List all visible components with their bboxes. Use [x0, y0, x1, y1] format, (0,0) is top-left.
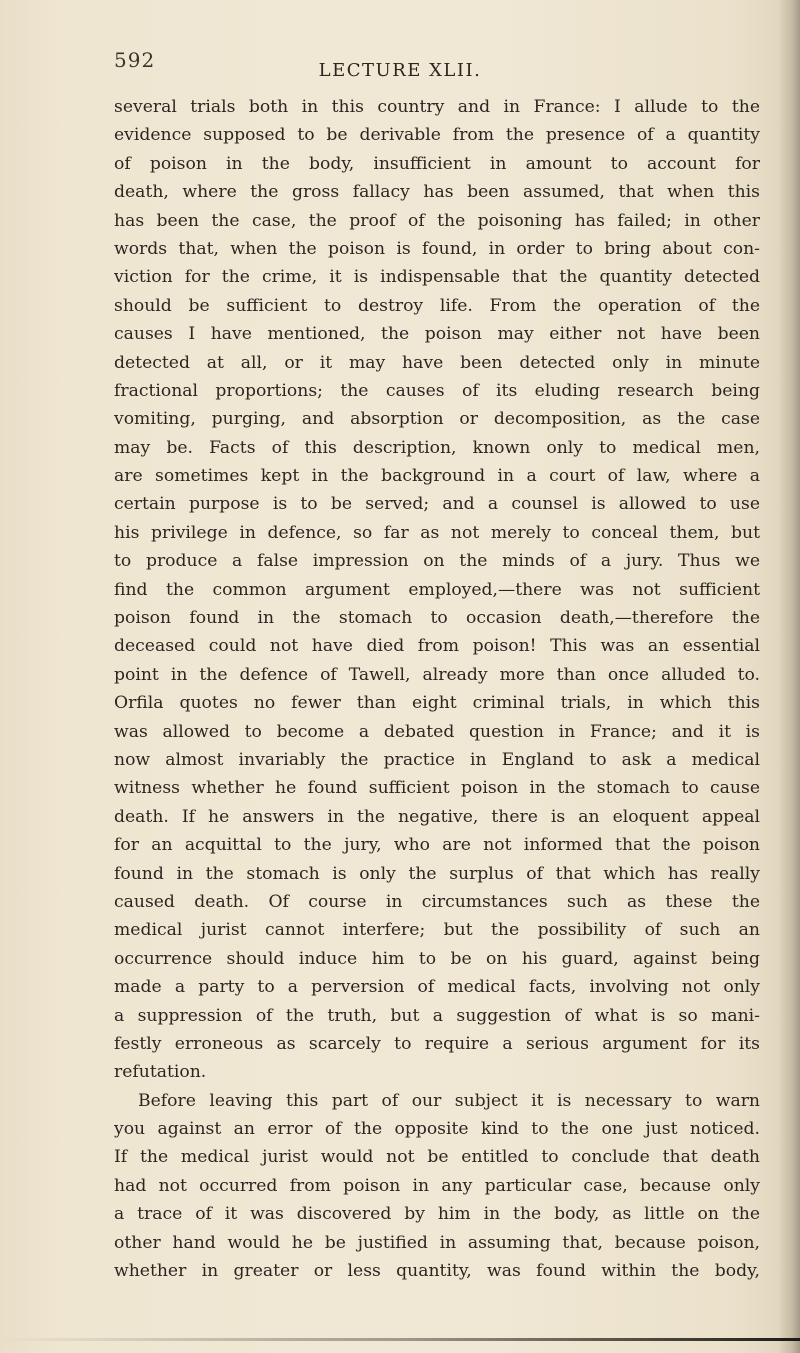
text-line: fractional proportions; the causes of its eluding research being: [114, 380, 760, 401]
page-number: 592: [114, 48, 156, 72]
text-line: certain purpose is to be served; and a counsel is allowed to use: [114, 494, 760, 515]
text-line: of poison in the body, insufficient in amount to account for: [114, 153, 760, 174]
text-line: whether in greater or less quantity, was found within the body,: [114, 1261, 760, 1282]
text-line: viction for the crime, it is indispensable that the quantity detected: [114, 267, 760, 288]
text-line: caused death. Of course in circumstances such as these the: [114, 891, 760, 912]
bottom-rule: [0, 1338, 800, 1341]
text-line: a suppression of the truth, but a suggestion of what is so mani-: [114, 1005, 760, 1026]
text-line: found in the stomach is only the surplus of that which has really: [114, 863, 760, 884]
text-line: words that, when the poison is found, in order to bring about con-: [114, 238, 760, 259]
text-line: vomiting, purging, and absorption or decomposition, as the case: [114, 409, 760, 430]
text-line: for an acquittal to the jury, who are not informed that the poison: [114, 835, 760, 856]
text-line: point in the defence of Tawell, already more than once alluded to.: [114, 664, 760, 685]
text-line: are sometimes kept in the background in a court of law, where a: [114, 466, 760, 487]
text-line: refutation.: [114, 1062, 207, 1083]
text-line: medical jurist cannot interfere; but the possibility of such an: [114, 920, 760, 941]
text-line: was allowed to become a debated question in France; and it is: [114, 721, 760, 742]
text-line: find the common argument employed,—there was not sufficient: [114, 579, 760, 600]
text-line: occurrence should induce him to be on his guard, against being: [114, 948, 760, 969]
text-line: festly erroneous as scarcely to require a serious argument for its: [114, 1033, 760, 1054]
text-line: death, where the gross fallacy has been assumed, that when this: [114, 182, 760, 203]
text-line: may be. Facts of this description, known only to medical men,: [114, 437, 760, 458]
text-line: has been the case, the proof of the poisoning has failed; in other: [114, 210, 760, 231]
body-text: [114, 93, 760, 1285]
text-line: made a party to a perversion of medical facts, involving not only: [114, 977, 760, 998]
text-line: causes I have mentioned, the poison may either not have been: [114, 324, 760, 345]
text-line: death. If he answers in the negative, there is an eloquent appeal: [114, 806, 760, 827]
text-line: deceased could not have died from poison! This was an essential: [114, 636, 760, 657]
running-head: LECTURE XLII.: [318, 60, 482, 81]
text-line: his privilege in defence, so far as not merely to conceal them, but: [114, 522, 760, 543]
text-line: If the medical jurist would not be entitled to conclude that death: [114, 1147, 760, 1168]
text-line: Orfila quotes no fewer than eight criminal trials, in which this: [114, 693, 760, 714]
text-line: poison found in the stomach to occasion death,—therefore the: [114, 608, 760, 629]
text-line: should be sufficient to destroy life. From the operation of the: [114, 295, 760, 316]
text-line: several trials both in this country and in France: I allude to the: [114, 97, 760, 117]
text-line: you against an error of the opposite kind to the one just noticed.: [114, 1119, 760, 1140]
page-edge-shadow: [778, 0, 800, 1353]
text-line: Before leaving this part of our subject it is necessary to warn: [138, 1090, 760, 1111]
text-line: now almost invariably the practice in England to ask a medical: [114, 749, 760, 770]
text-line: detected at all, or it may have been detected only in minute: [114, 352, 760, 373]
text-line: other hand would he be justified in assuming that, because poison,: [114, 1232, 760, 1253]
text-line: witness whether he found sufficient poison in the stomach to cause: [114, 778, 760, 799]
text-line: to produce a false impression on the minds of a jury. Thus we: [114, 551, 760, 572]
text-line: a trace of it was discovered by him in the body, as little on the: [114, 1204, 760, 1225]
text-line: had not occurred from poison in any particular case, because only: [114, 1175, 760, 1196]
text-line: evidence supposed to be derivable from the presence of a quantity: [114, 125, 760, 146]
